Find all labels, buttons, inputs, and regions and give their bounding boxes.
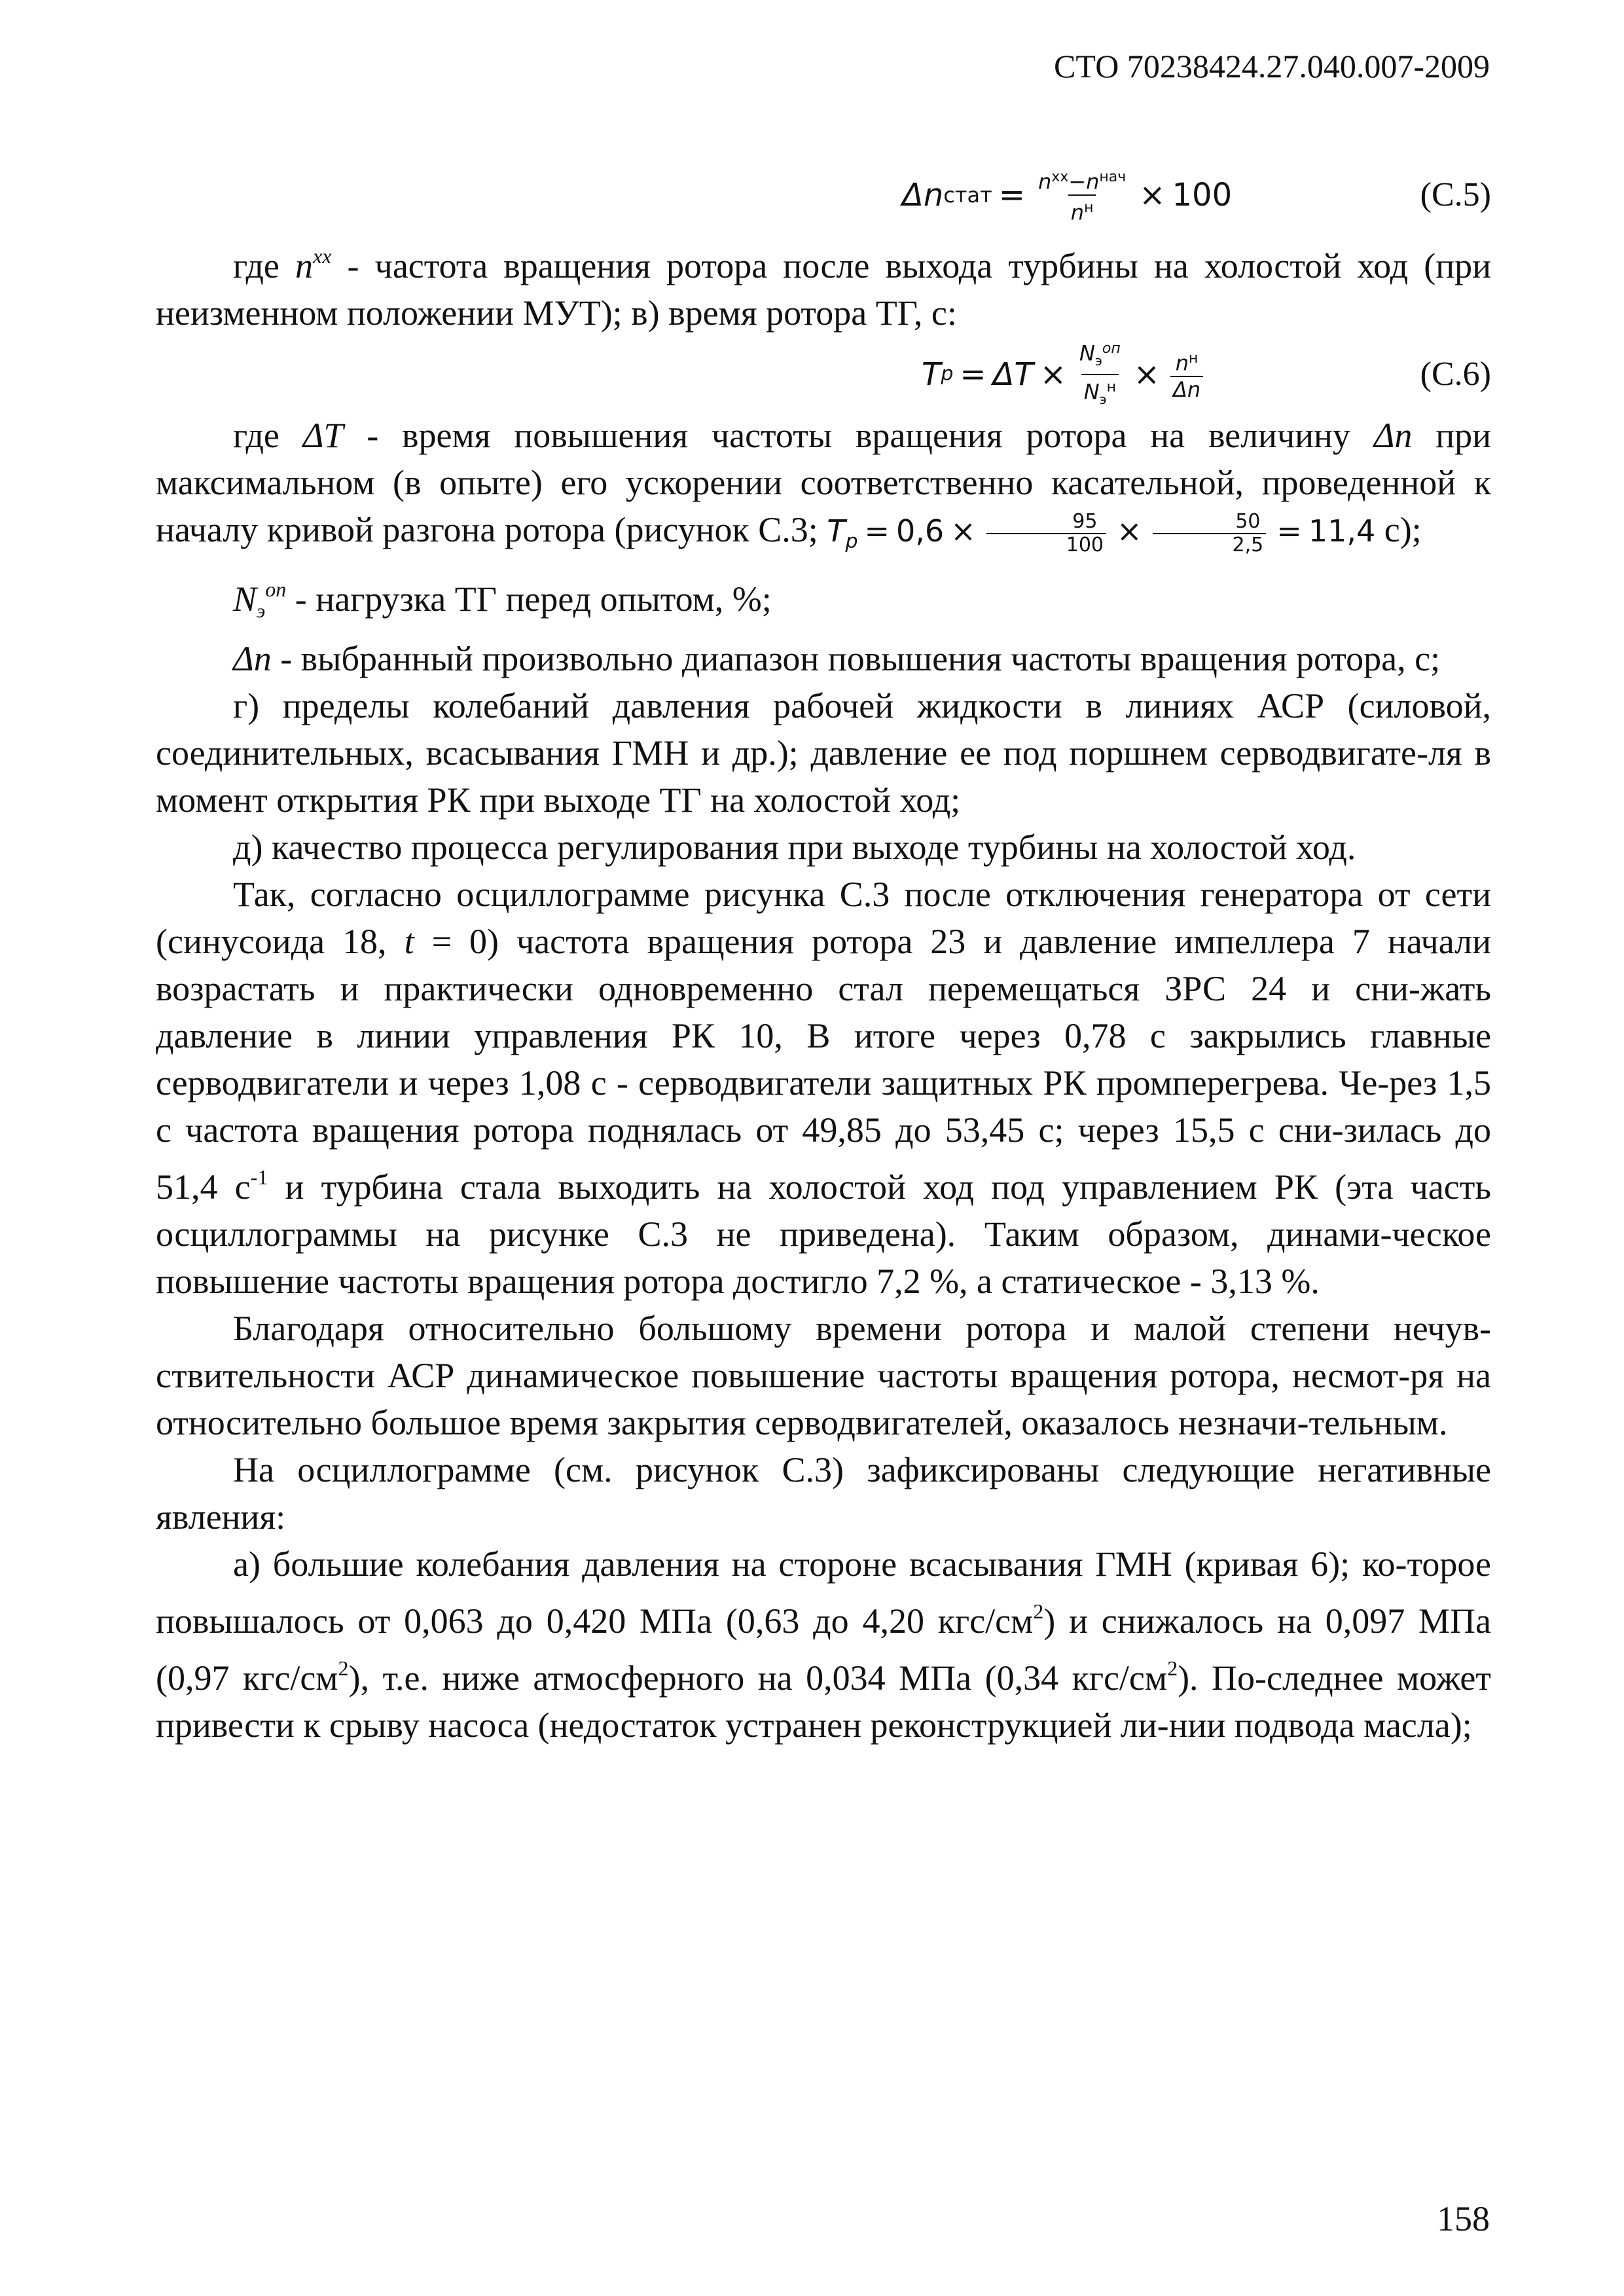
p1-text: - частота вращения ротора после выхода турбины на холостой ход (при неизменном положении МУТ); в) время ротора ТГ, с: <box>156 246 1491 333</box>
m-lhs: T <box>827 513 846 549</box>
p3-text: - нагрузка ТГ перед опытом, %; <box>286 579 772 619</box>
formula-c6-fraction-1 <box>1077 337 1123 411</box>
m-fraction-1 <box>986 511 1106 556</box>
p10-sup-2: 2 <box>338 1656 349 1680</box>
p3-symbol: N <box>233 579 257 619</box>
f2-num-sup: н <box>1188 350 1199 367</box>
paragraph-delta-n-definition <box>156 635 1491 682</box>
m-times-1: × <box>950 513 976 549</box>
f1-num-sup: оп <box>1102 340 1121 357</box>
m-f2-num: 50 <box>1235 509 1261 533</box>
formula-c5-eq: = <box>998 176 1025 213</box>
f2-num: n <box>1175 350 1189 376</box>
formula-c5-denominator <box>1068 194 1096 225</box>
paragraph-item-a <box>156 1540 1491 1749</box>
formula-c6-delta-t: ΔT <box>992 355 1034 393</box>
f1-num: N <box>1079 341 1095 367</box>
p1-lead: где <box>233 246 296 285</box>
denominator-sup: н <box>1084 199 1094 216</box>
fraction-1-denominator <box>1081 374 1119 412</box>
f2-den: Δn <box>1170 376 1203 402</box>
f1-den: N <box>1083 379 1100 405</box>
m-eq-2: = <box>1276 513 1302 549</box>
formula-c6-expression <box>922 337 1207 412</box>
m-f1-den: 100 <box>986 533 1106 556</box>
m-lhs-sub: p <box>845 530 858 553</box>
page-number: 158 <box>1437 2199 1490 2238</box>
numerator-a: n <box>1038 169 1052 194</box>
page-body <box>156 157 1491 1749</box>
formula-c6-fraction-2 <box>1170 346 1203 402</box>
formula-c5-constant: 100 <box>1172 176 1233 213</box>
p4-symbol: Δn <box>233 639 272 678</box>
p7-t: t <box>404 922 414 961</box>
formula-c6 <box>156 337 1491 412</box>
p2-text: - время повышения частоты вращения ротора на величину <box>343 416 1374 455</box>
formula-c6-number: (С.6) <box>1420 355 1491 393</box>
p7-b: = 0) частота вращения ротора 23 и давление импеллера 7 начали возрастать и практически одновременно стал перемещаться ЗРС 24 и сни-жать давление в линии управления РК 10, В итоге через 0,78 с закрылись главные серводвигатели и через 1,08 с - серводвигатели защитных РК промперегрева. Че-рез 1,5 с частота вращения ротора поднялась от 49,85 до 53,45 с; через 15,5 с сни-зилась до 51,4 с <box>156 922 1491 1207</box>
f1-num-sub: э <box>1094 353 1102 369</box>
paragraph-rotor-time: Благодаря относительно большому времени ротора и малой степени нечув-ствительности АСР динамическое повышение частоты вращения ротора, несмот-ря на относительно большое время закрытия серводвигателей, оказалось незначи-тельным. <box>156 1309 1491 1442</box>
m-f2-den: 2,5 <box>1153 533 1267 556</box>
p2-tail: с); <box>1375 510 1422 549</box>
m-result: 11,4 <box>1308 513 1376 549</box>
paragraph-oscillogram-analysis <box>156 871 1491 1305</box>
p2-symbol: ΔT <box>302 416 344 455</box>
formula-c5-fraction <box>1036 165 1128 225</box>
p1-symbol: n <box>295 246 314 285</box>
paragraph-delta-t-definition <box>156 412 1491 566</box>
m-times-2: × <box>1117 513 1142 549</box>
fraction-2-numerator <box>1173 346 1201 376</box>
paragraph-negative-phenomena: На осциллограмме (см. рисунок С.3) зафиксированы следующие негативные явления: <box>156 1450 1491 1537</box>
paragraph-nxx-definition <box>156 232 1491 337</box>
formula-c5 <box>156 157 1491 232</box>
p10-a: а) большие колебания давления на стороне всасывания ГМН (кривая 6); ко-торое повышалось от 0,063 до 0,420 МПа (0,63 до 4,20 кгс/см <box>156 1544 1491 1641</box>
p10-sup-1: 2 <box>1033 1599 1044 1623</box>
p3-symbol-sup: оп <box>265 577 287 601</box>
p2-lead: где <box>233 416 303 455</box>
p10-b: ) и снижалось на 0,097 МПа (0,97 кгс/см <box>156 1601 1491 1698</box>
p7-sup: -1 <box>250 1165 268 1189</box>
formula-c6-times-2: × <box>1133 355 1160 393</box>
p2-symbol-2: Δn <box>1373 416 1413 455</box>
p1-symbol-sup: xx <box>313 244 332 268</box>
formula-c5-lhs: Δn <box>902 176 944 213</box>
p7-c: и турбина стала выходить на холостой ход под управлением РК (эта часть осциллограммы на рисунке С.3 не приведена). Таким образом, динами-ческое повышение частоты вращения ротора достигло 7,2 %, а статическое - 3,13 %. <box>156 1167 1491 1301</box>
numerator-a-sup: хх <box>1051 168 1069 185</box>
formula-c5-expression <box>902 157 1232 232</box>
formula-c5-numerator <box>1036 165 1128 194</box>
m-eq: = <box>864 513 890 549</box>
f1-den-sub: э <box>1099 391 1107 407</box>
fraction-1-numerator <box>1077 337 1123 373</box>
formula-c6-times-1: × <box>1039 355 1066 393</box>
formula-c5-times: × <box>1139 176 1166 213</box>
f1-den-sup: н <box>1106 378 1116 395</box>
formula-c6-lhs-sub: p <box>941 362 954 386</box>
m-f1-num: 95 <box>1072 509 1098 533</box>
p2-text-2: при максимальном (в опыте) его ускорении соответственно касательной, проведенной к началу кривой разгона ротора (рисунок С.3; <box>156 416 1492 549</box>
p10-d: ). По-следнее может привести к срыву насоса (недостаток устранен реконструкцией ли-нии подвода масла); <box>156 1658 1491 1745</box>
numerator-minus: − <box>1068 169 1087 194</box>
numerator-b: n <box>1086 169 1100 194</box>
paragraph-item-d: д) качество процесса регулирования при выходе турбины на холостой ход. <box>233 828 1356 867</box>
m-fraction-2 <box>1153 511 1267 556</box>
document-code-header: СТО 70238424.27.040.007-2009 <box>1054 48 1490 84</box>
formula-c5-lhs-sup: стат <box>943 182 992 208</box>
p7-a: Так, согласно осциллограмме рисунка С.3 после отключения генератора от сети (синусоида 18, <box>156 875 1491 961</box>
paragraph-item-g: г) пределы колебаний давления рабочей жидкости в линиях АСР (силовой, соединительных, всасывания ГМН и др.); давление ее под поршнем серводвигате-ля в момент открытия РК при выходе ТГ на холостой ход; <box>156 686 1491 820</box>
p3-symbol-sub: э <box>257 600 266 622</box>
inline-formula-tp <box>827 509 1376 556</box>
formula-c5-number: (С.5) <box>1420 176 1491 213</box>
formula-c6-eq: = <box>960 355 986 393</box>
numerator-b-sup: нач <box>1099 168 1127 185</box>
denominator: n <box>1070 200 1085 225</box>
m-a: 0,6 <box>896 513 945 549</box>
p4-text: - выбранный произвольно диапазон повышения частоты вращения ротора, с; <box>271 639 1441 678</box>
p10-c: ), т.е. ниже атмосферного на 0,034 МПа (0,34 кгс/см <box>348 1658 1168 1698</box>
paragraph-load-definition <box>156 566 1491 635</box>
p10-sup-3: 2 <box>1167 1656 1178 1680</box>
formula-c6-lhs: T <box>922 355 941 393</box>
